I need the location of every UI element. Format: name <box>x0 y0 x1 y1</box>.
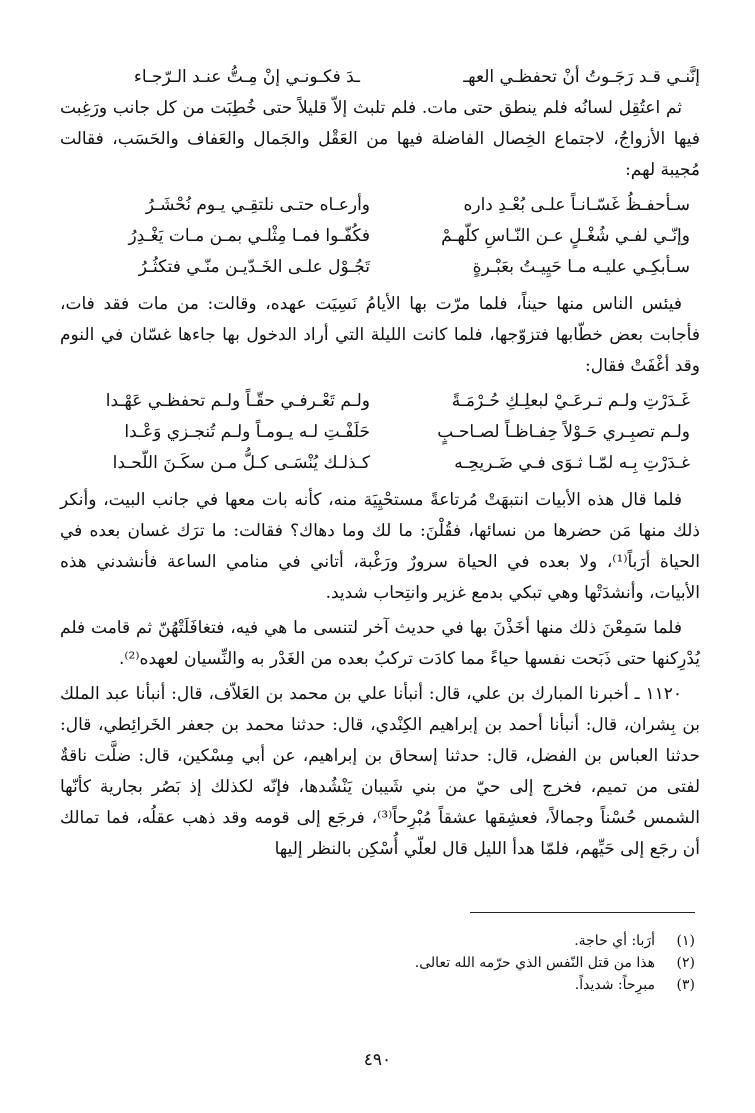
footnote-text: هذا من قتل النّفس الذي حرّمه الله تعالى. <box>414 955 655 971</box>
verse-line <box>70 221 690 252</box>
verse-hemistich-second: تَجُـوْل علـى الخَـدّيـن منّـي فتكثُـرُ <box>138 257 370 277</box>
footnote-text: مبرِحاً: شديداً. <box>574 977 655 993</box>
verse-hemistich-second: فكُفّـوا فمـا مِثْلـي بمـن مـات يَغْـدِرُ <box>128 226 370 246</box>
footnote <box>55 952 695 974</box>
footnote-number: (١) <box>676 933 695 949</box>
footnote-number: (٢) <box>676 955 695 971</box>
verse-hemistich-first: غـدَرْتِ بِـه لمّـا ثـوَى فـي ضَـريحِـه <box>454 453 690 473</box>
verse-line <box>60 62 700 93</box>
paragraph: فلما سَمِعْنَ ذلك منها أخَذْنَ بها في حديث آخر لتنسى ما هي فيه، فتغافَلَتْهُنّ ثم قامت فلم يُدْرِكنها حتى ذَبَحت نفسها حياءً مما كادَت تركبُ بعده من الغَدْر به والنِّسيان لعهده⁽²⁾. <box>60 618 700 669</box>
verse-hemistich-first: إنَّنـي قـد رَجَـوتُ أنْ تحفظـي العهـ <box>463 67 700 87</box>
verse-line <box>70 190 690 221</box>
footnote-number: (٣) <box>676 977 695 993</box>
verse-line <box>70 417 690 448</box>
poem-block <box>60 386 700 479</box>
paragraph: فيئس الناس منها حيناً، فلما مرّت بها الأيامُ نَسِيَت عهده، وقالت: من مات فقد فات، فأجابت بعض خطّابها فتزوّجها، فلما كانت الليلة التي أراد الدخول بها جاءها غسّان في النوم وقد أغْفَتْ فقال: <box>60 294 700 376</box>
main-text <box>60 62 700 869</box>
verse-hemistich-first: سـأبكِـي عليـه مـا حَيِيـتُ بعَبْـرةٍ <box>472 257 690 277</box>
footnote <box>55 974 695 996</box>
verse-hemistich-second: وأرعـاه حتـى نلتقِـي يـوم نُحْشَـرُ <box>145 195 370 215</box>
verse-line <box>70 252 690 283</box>
page-number: ٤٩٠ <box>363 1050 392 1070</box>
paragraph: ثم اعتُقِل لسانُه فلم ينطق حتى مات. فلم تلبث إلاّ قليلاً حتى خُطِبَت من كل جانب ورَغِبت فيها الأزواجُ، لاجتماع الخِصال الفاضلة فيها من العَقْل والجَمال والعَفاف والحَسَب، فقالت مُجيبة لهم: <box>60 98 700 180</box>
verse-hemistich-first: غَـدَرْتِ ولـم تـرعَـيْ لبعلِـكِ حُـرْمَـةً <box>451 391 690 411</box>
verse-hemistich-second: ـدَ فكـونـي إنْ مِـتُّ عنـد الـرّجـاء <box>133 67 360 87</box>
footnote-text: أرَبا: أي حاجة. <box>574 933 655 949</box>
verse-hemistich-second: حَلَفْـتِ لـه يـومـاً ولـم تُنجـزي وَعْـدا <box>124 422 370 442</box>
footnotes <box>55 930 695 996</box>
footnote <box>55 930 695 952</box>
poem-block <box>60 190 700 283</box>
footnote-divider <box>470 912 695 913</box>
verse-hemistich-first: سـأحفـظُ غَسّـانـاً علـى بُعْـدِ داره <box>463 195 690 215</box>
verse-hemistich-second: كـذلـك يُنْسَـى كـلُّ مـن سكَـنَ اللّحـدا <box>112 453 370 473</box>
verse-line <box>70 448 690 479</box>
paragraph: فلما قال هذه الأبيات انتبهَتْ مُرتاعةً مستحْيِيَة منه، كأنه بات معها في جانب البيت، وأنكر ذلك منها مَن حضرها من نسائها، فقُلْنَ: ما لك وما دهاك؟ فقالت: ما ترَك غسان بعده في الحياة أرَباً⁽¹⁾، ولا بعده في الحياة سرورٌ ورَغْبة، أتاني في منامي الساعة فأنشدني هذه الأبيات، وأنشدَتْها وهي تبكي بدمع غزير وانتِحاب شديد. <box>60 490 701 603</box>
verse-hemistich-first: وإنّـي لفـي شُغْـلٍ عـن النّـاسِ كلّهـمْ <box>441 226 690 246</box>
paragraph: ١١٢٠ ـ أخبرنا المبارك بن علي، قال: أنبأنا علي بن محمد بن العَلاّف، قال: أنبأنا عبد الملك بن بِشران، قال: أنبأنا أحمد بن إبراهيم الكِنْدي، قال: حدثنا محمد بن جعفر الخَرائِطي، قال: حدثنا العباس بن الفضل، قال: حدثنا إسحاق بن إبراهيم، عن أبي مِسْكين، قال: ضلَّت ناقةٌ لفتى من تميم، فخرج إلى حيّ من بني شَيبان يَنْشُدها، فإنّه لكذلك إذ بَصُر بجارية كأنّها الشمس حُسْناً وجمالاً، فعشِقها عشقاً مُبْرِحاً⁽³⁾، فرجَع إلى قومه وقد ذهب عقلُه، فما تمالك أن رجَع إلى حَيِّهم، فلمّا هدأ الليل قال لعلّي أُسْكِن بالنظر إليها <box>60 684 700 859</box>
verse-line <box>70 386 690 417</box>
verse-hemistich-second: ولـم تَعْـرفـي حقّـاً ولـم تحفظـي عَهْـدا <box>105 391 370 411</box>
verse-hemistich-first: ولـم تصبِـري حَـوْلاً حِفـاظـاً لصـاحـبٍ <box>437 422 690 442</box>
